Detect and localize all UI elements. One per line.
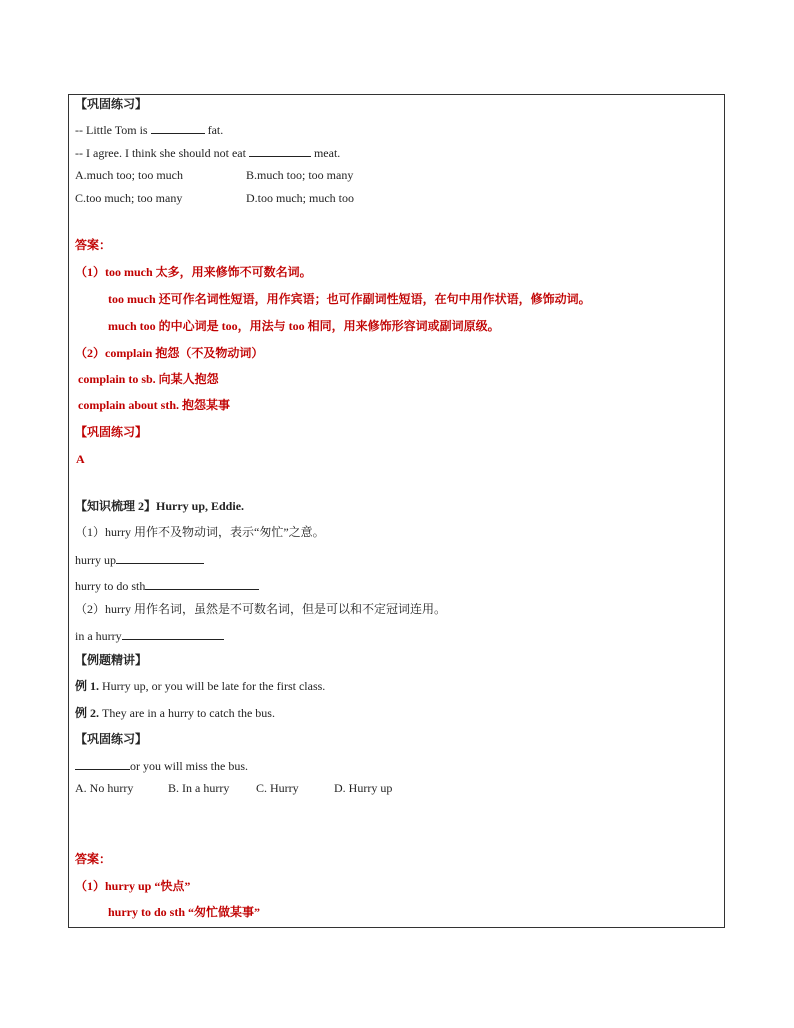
answer-label: 答案： [75, 238, 112, 252]
question-line-2: -- I agree. I think she should not eat meat. [75, 146, 341, 160]
answer-label-2: 答案： [75, 852, 112, 866]
practice-question: or you will miss the bus. [75, 757, 248, 774]
examples-heading: 【例题精讲】 [75, 653, 148, 667]
answer-blank [151, 121, 205, 134]
answer2-point-1: （1）hurry up “快点” [75, 879, 191, 893]
option-d-2: D. Hurry up [334, 781, 393, 795]
option-c: C.too much; too many [75, 191, 183, 205]
practice-heading: 【巩固练习】 [75, 97, 148, 111]
knowledge-heading: 【知识梳理 2】Hurry up, Eddie. [75, 499, 245, 513]
practice-answer: A [76, 452, 85, 466]
practice-heading-answer: 【巩固练习】 [75, 425, 148, 439]
answer2-point-2: hurry to do sth “匆忙做某事” [108, 905, 261, 919]
option-b: B.much too; too many [246, 168, 354, 182]
option-c-2: C. Hurry [256, 781, 299, 795]
example-2: 例 2. They are in a hurry to catch the bus. [75, 706, 275, 720]
answer-point-4: （2）complain 抱怨（不及物动词） [75, 346, 264, 360]
option-a: A.much too; too much [75, 168, 183, 182]
practice-heading-2: 【巩固练习】 [75, 732, 148, 746]
answer-blank [249, 144, 311, 157]
option-a-2: A. No hurry [75, 781, 134, 795]
note-2: （2）hurry 用作名词，虽然是不可数名词，但是可以和不定冠词连用。 [75, 602, 446, 616]
answer-blank [145, 577, 259, 590]
expression-hurry-up: hurry up [75, 551, 204, 568]
example-1: 例 1. Hurry up, or you will be late for the first class. [75, 679, 326, 693]
option-b-2: B. In a hurry [168, 781, 230, 795]
answer-blank [75, 757, 130, 770]
answer-point-5: complain to sb. 向某人抱怨 [78, 372, 219, 386]
note-1: （1）hurry 用作不及物动词，表示“匆忙”之意。 [75, 525, 325, 539]
answer-point-6: complain about sth. 抱怨某事 [78, 398, 231, 412]
answer-blank [116, 551, 204, 564]
answer-point-2: too much 还可作名词性短语，用作宾语；也可作副词性短语，在句中用作状语，修饰动词。 [108, 292, 591, 306]
answer-blank [122, 627, 224, 640]
expression-in-a-hurry: in a hurry [75, 627, 224, 644]
question-line-1: -- Little Tom is fat. [75, 123, 224, 137]
answer-point-1: （1）too much 太多，用来修饰不可数名词。 [75, 265, 312, 279]
answer-point-3: much too 的中心词是 too，用法与 too 相同，用来修饰形容词或副词原级。 [108, 319, 500, 333]
expression-hurry-to-do: hurry to do sth [75, 577, 259, 594]
option-d: D.too much; much too [246, 191, 354, 205]
